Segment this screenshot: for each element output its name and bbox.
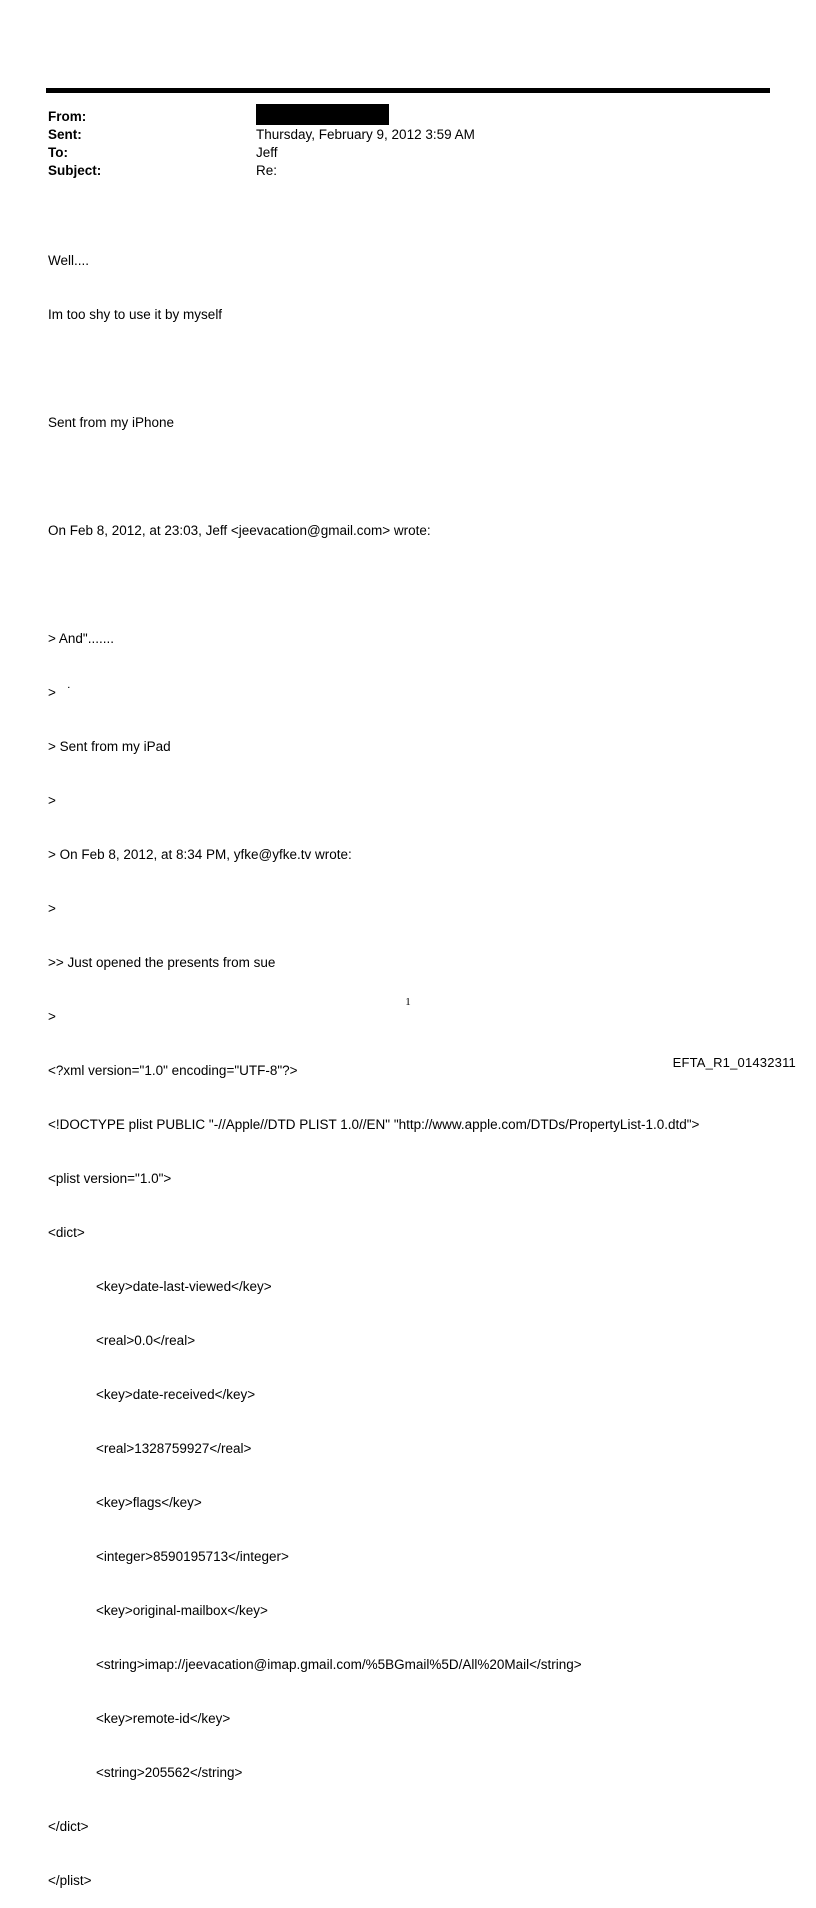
to-value: Jeff	[256, 145, 278, 160]
quoted-line: > On Feb 8, 2012, at 8:34 PM, yfke@yfke.tv wrote:	[48, 847, 352, 862]
plist-line: <integer>8590195713</integer>	[96, 1549, 289, 1564]
body-line: On Feb 8, 2012, at 23:03, Jeff <jeevacation@gmail.com> wrote:	[48, 523, 431, 538]
plist-line: <plist version="1.0">	[48, 1171, 172, 1186]
quoted-line: >> Just opened the presents from sue	[48, 955, 276, 970]
quoted-line: > ˙	[48, 685, 72, 700]
quoted-line: > And".......	[48, 631, 114, 646]
email-header	[48, 108, 475, 180]
body-line: Well....	[48, 253, 90, 268]
plist-line: <key>remote-id</key>	[96, 1711, 231, 1726]
plist-line: <key>flags</key>	[96, 1495, 202, 1510]
body-line: Sent from my iPhone	[48, 415, 175, 430]
to-row	[48, 144, 475, 162]
sent-label: Sent:	[48, 127, 82, 142]
subject-label: Subject:	[48, 163, 102, 178]
quoted-line: > Sent from my iPad	[48, 739, 171, 754]
plist-line: <?xml version="1.0" encoding="UTF-8"?>	[48, 1063, 298, 1078]
plist-line: </plist>	[48, 1873, 92, 1888]
sent-row	[48, 126, 475, 144]
quoted-line: >	[48, 793, 56, 808]
body-line	[48, 360, 699, 378]
plist-line: <key>original-mailbox</key>	[96, 1603, 268, 1618]
redaction-block	[256, 104, 389, 125]
quoted-line: >	[48, 1009, 56, 1024]
plist-line: </dict>	[48, 1819, 89, 1834]
plist-line: <string>imap://jeevacation@imap.gmail.com/%5BGmail%5D/All%20Mail</string>	[96, 1657, 582, 1672]
email-body	[48, 216, 699, 1908]
sent-value: Thursday, February 9, 2012 3:59 AM	[256, 127, 475, 142]
body-line	[48, 468, 699, 486]
body-line: Im too shy to use it by myself	[48, 307, 223, 322]
from-value	[256, 108, 389, 126]
plist-line: <dict>	[48, 1225, 85, 1240]
body-line	[48, 576, 699, 594]
plist-line: <real>0.0</real>	[96, 1333, 196, 1348]
from-label: From:	[48, 109, 87, 124]
subject-row	[48, 162, 475, 180]
from-row	[48, 108, 475, 126]
plist-line: <key>date-received</key>	[96, 1387, 256, 1402]
plist-line: <!DOCTYPE plist PUBLIC "-//Apple//DTD PLIST 1.0//EN" "http://www.apple.com/DTDs/PropertyList-1.0.dtd">	[48, 1117, 700, 1132]
header-rule	[46, 88, 770, 93]
to-label: To:	[48, 145, 68, 160]
subject-value: Re:	[256, 163, 278, 178]
page-number: 1	[405, 996, 411, 1008]
quoted-line: >	[48, 901, 56, 916]
plist-line: <real>1328759927</real>	[96, 1441, 252, 1456]
document-id: EFTA_R1_01432311	[672, 1055, 796, 1070]
plist-line: <key>date-last-viewed</key>	[96, 1279, 272, 1294]
plist-line: <string>205562</string>	[96, 1765, 243, 1780]
